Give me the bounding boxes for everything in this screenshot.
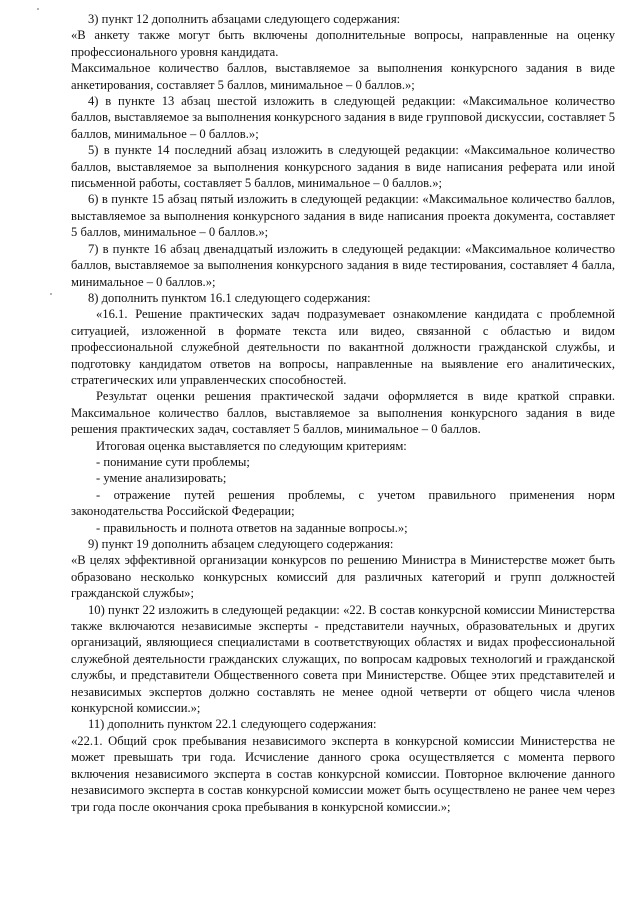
paragraph: Максимальное количество баллов, выставляемое за выполнения конкурсного задания в виде анкетирования, составляет 5 баллов, минимальное – 0 баллов.»;: [71, 61, 615, 92]
item-3: 3) пункт 12 дополнить абзацами следующего содержания:: [88, 12, 401, 26]
list-item: - умение анализировать;: [96, 471, 227, 486]
paragraph: «16.1. Решение практических задач подразумевает ознакомление кандидата с проблемной ситуацией, изложенной в формате текста или видео, связанной с областью и видом профессиональной служебной деятельности по вакантной должности гражданской службы, и подготовку кандидатом ответов на вопросы, направленные на выявление его аналитических, стратегических или управленческих способностей.: [71, 307, 615, 387]
list-item: - отражение путей решения проблемы, с учетом правильного применения норм законодательства Российской Федерации;: [71, 487, 615, 519]
scan-speck: [37, 8, 39, 10]
scan-speck: [50, 293, 52, 295]
paragraph: «В целях эффективной организации конкурсов по решению Министра в Министерстве может быть образовано несколько конкурсных комиссий для различных категорий и групп должностей гражданской службы»;: [71, 553, 615, 601]
item-11: 11) дополнить пунктом 22.1 следующего содержания:: [88, 717, 377, 732]
paragraph: Итоговая оценка выставляется по следующим критериям:: [96, 438, 407, 453]
list-item: - понимание сути проблемы;: [96, 454, 250, 469]
item-5: 5) в пункте 14 последний абзац изложить в следующей редакции: «Максимальное количество баллов, выставляемое за выполнения конкурсного задания в виде написания реферата или иной письменной работы, составляет 5 баллов, минимальное – 0 баллов.»;: [71, 143, 615, 191]
paragraph: Результат оценки решения практической задачи оформляется в виде краткой справки. Максимальное количество баллов, выставляемое за выполнения конкурсного задания в виде решения практических задач, составляет 5 баллов, минимальное – 0 баллов.: [71, 389, 615, 437]
paragraph: «22.1. Общий срок пребывания независимого эксперта в конкурсной комиссии Министерства не может превышать три года. Исчисление данного срока осуществляется с момента первого включения независимого эксперта в состав конкурсной комиссии. Повторное включение данного независимого эксперта в состав конкурсной комиссии может быть осуществлено не ранее чем через три года после окончания срока пребывания в конкурсной комиссии.»;: [71, 733, 615, 814]
item-8: 8) дополнить пунктом 16.1 следующего содержания:: [88, 290, 371, 305]
item-10: 10) пункт 22 изложить в следующей редакции: «22. В состав конкурсной комиссии Министерства также включаются независимые эксперты - представители научных, образовательных и других организаций, являющиеся специалистами в соответствующих областях и видах профессиональной служебной деятельности гражданских служащих, по вопросам кадровых технологий и гражданской службы, и представители Общественного совета при Министерстве. Общее этих представителей и независимых экспертов должно составлять не менее одной четверти от общего числа членов конкурсной комиссии.»;: [71, 602, 615, 716]
item-7: 7) в пункте 16 абзац двенадцатый изложить в следующей редакции: «Максимальное количество баллов, выставляемое за выполнения конкурсного задания в виде тестирования, составляет 4 балла, минимальное – 0 баллов.»;: [71, 241, 615, 289]
list-item: - правильность и полнота ответов на заданные вопросы.»;: [96, 520, 408, 535]
item-6: 6) в пункте 15 абзац пятый изложить в следующей редакции: «Максимальное количество баллов, выставляемое за выполнения конкурсного задания в виде написания проекта документа, составляет 5 баллов, минимальное – 0 баллов.»;: [71, 192, 615, 240]
paragraph: «В анкету также могут быть включены дополнительные вопросы, направленные на оценку профессионального уровня кандидата.: [71, 28, 615, 59]
item-4: 4) в пункте 13 абзац шестой изложить в следующей редакции: «Максимальное количество баллов, выставляемое за выполнения конкурсного задания в виде групповой дискуссии, составляет 5 баллов, минимальное – 0 баллов.»;: [71, 94, 615, 141]
item-9: 9) пункт 19 дополнить абзацем следующего содержания:: [88, 537, 394, 551]
document-body: [71, 11, 615, 815]
